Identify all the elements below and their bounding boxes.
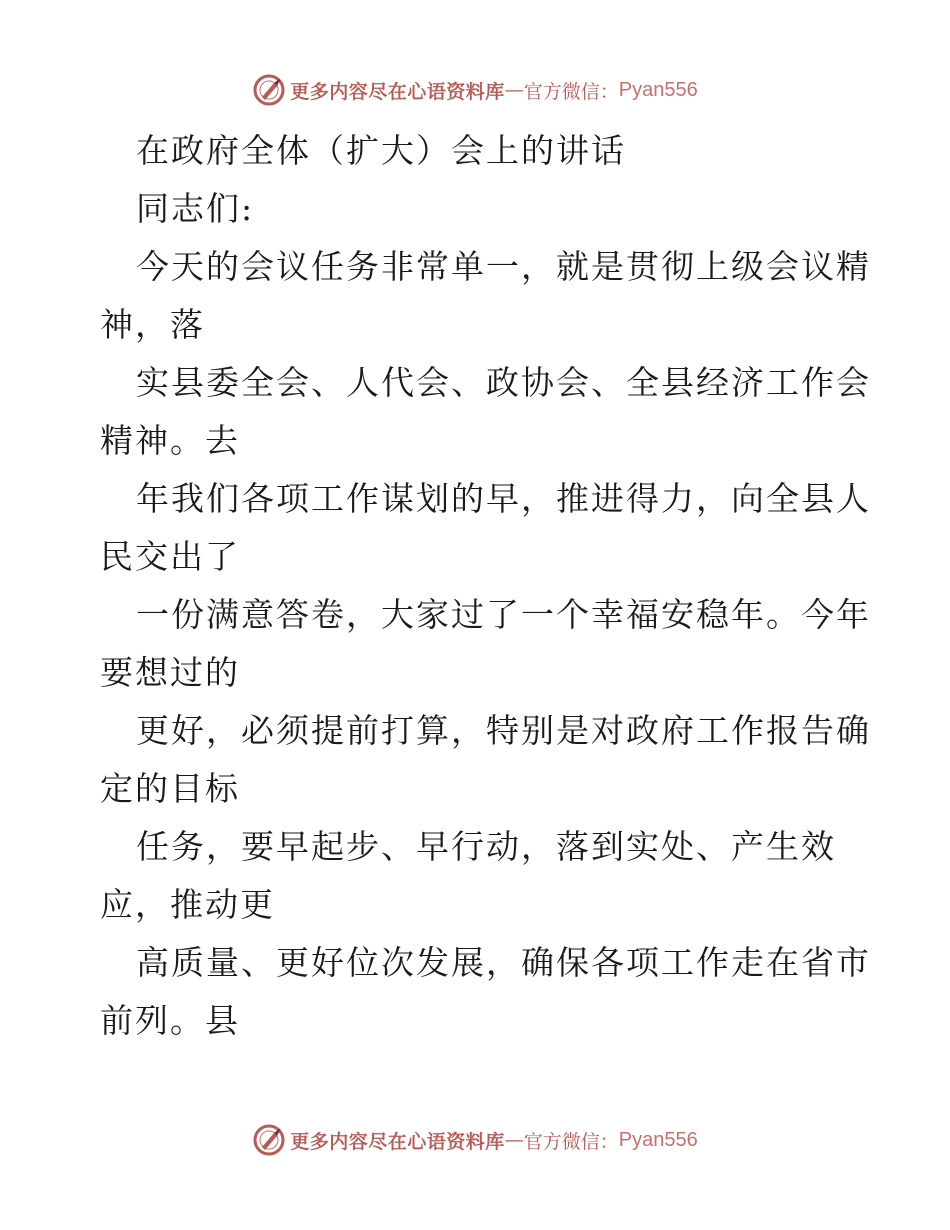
pen-nib-logo-icon (252, 1123, 286, 1157)
watermark-main-text: 更多内容尽在心语资料库 (290, 1130, 505, 1153)
footer-watermark (0, 1120, 950, 1160)
pen-nib-logo-icon (252, 73, 286, 107)
watermark-main-text: 更多内容尽在心语资料库 (290, 80, 505, 103)
watermark-dash: — (504, 1129, 524, 1151)
text-line: 民交出了 (100, 537, 240, 576)
text-line: 前列。县 (100, 1001, 240, 1040)
text-line: 任务，要早起步、早行动，落到实处、产生效 (136, 827, 836, 866)
text-line: 应，推动更 (100, 885, 275, 924)
document-title: 在政府全体（扩大）会上的讲话 (136, 131, 626, 170)
text-line: 定的目标 (100, 769, 240, 808)
watermark-wechat-label: 官方微信： (523, 1130, 619, 1153)
text-line: 年我们各项工作谋划的早，推进得力，向全县人 (136, 479, 871, 518)
watermark-wechat-label: 官方微信： (523, 80, 619, 103)
watermark-wechat-id: Pyan556 (618, 1128, 698, 1151)
text-line: 神，落 (100, 305, 205, 344)
text-line: 更好，必须提前打算，特别是对政府工作报告确 (136, 711, 871, 750)
watermark-dash: — (504, 79, 524, 101)
document-body (100, 122, 871, 1050)
text-line: 同志们: (136, 189, 255, 228)
text-line: 要想过的 (100, 653, 240, 692)
text-line: 精神。去 (100, 421, 240, 460)
text-line: 实县委全会、人代会、政协会、全县经济工作会 (136, 363, 871, 402)
text-line: 一份满意答卷，大家过了一个幸福安稳年。今年 (136, 595, 871, 634)
text-line: 高质量、更好位次发展，确保各项工作走在省市 (136, 943, 871, 982)
watermark-wechat-id: Pyan556 (618, 78, 698, 101)
header-watermark (0, 70, 950, 110)
text-line: 今天的会议任务非常单一，就是贯彻上级会议精 (136, 247, 871, 286)
